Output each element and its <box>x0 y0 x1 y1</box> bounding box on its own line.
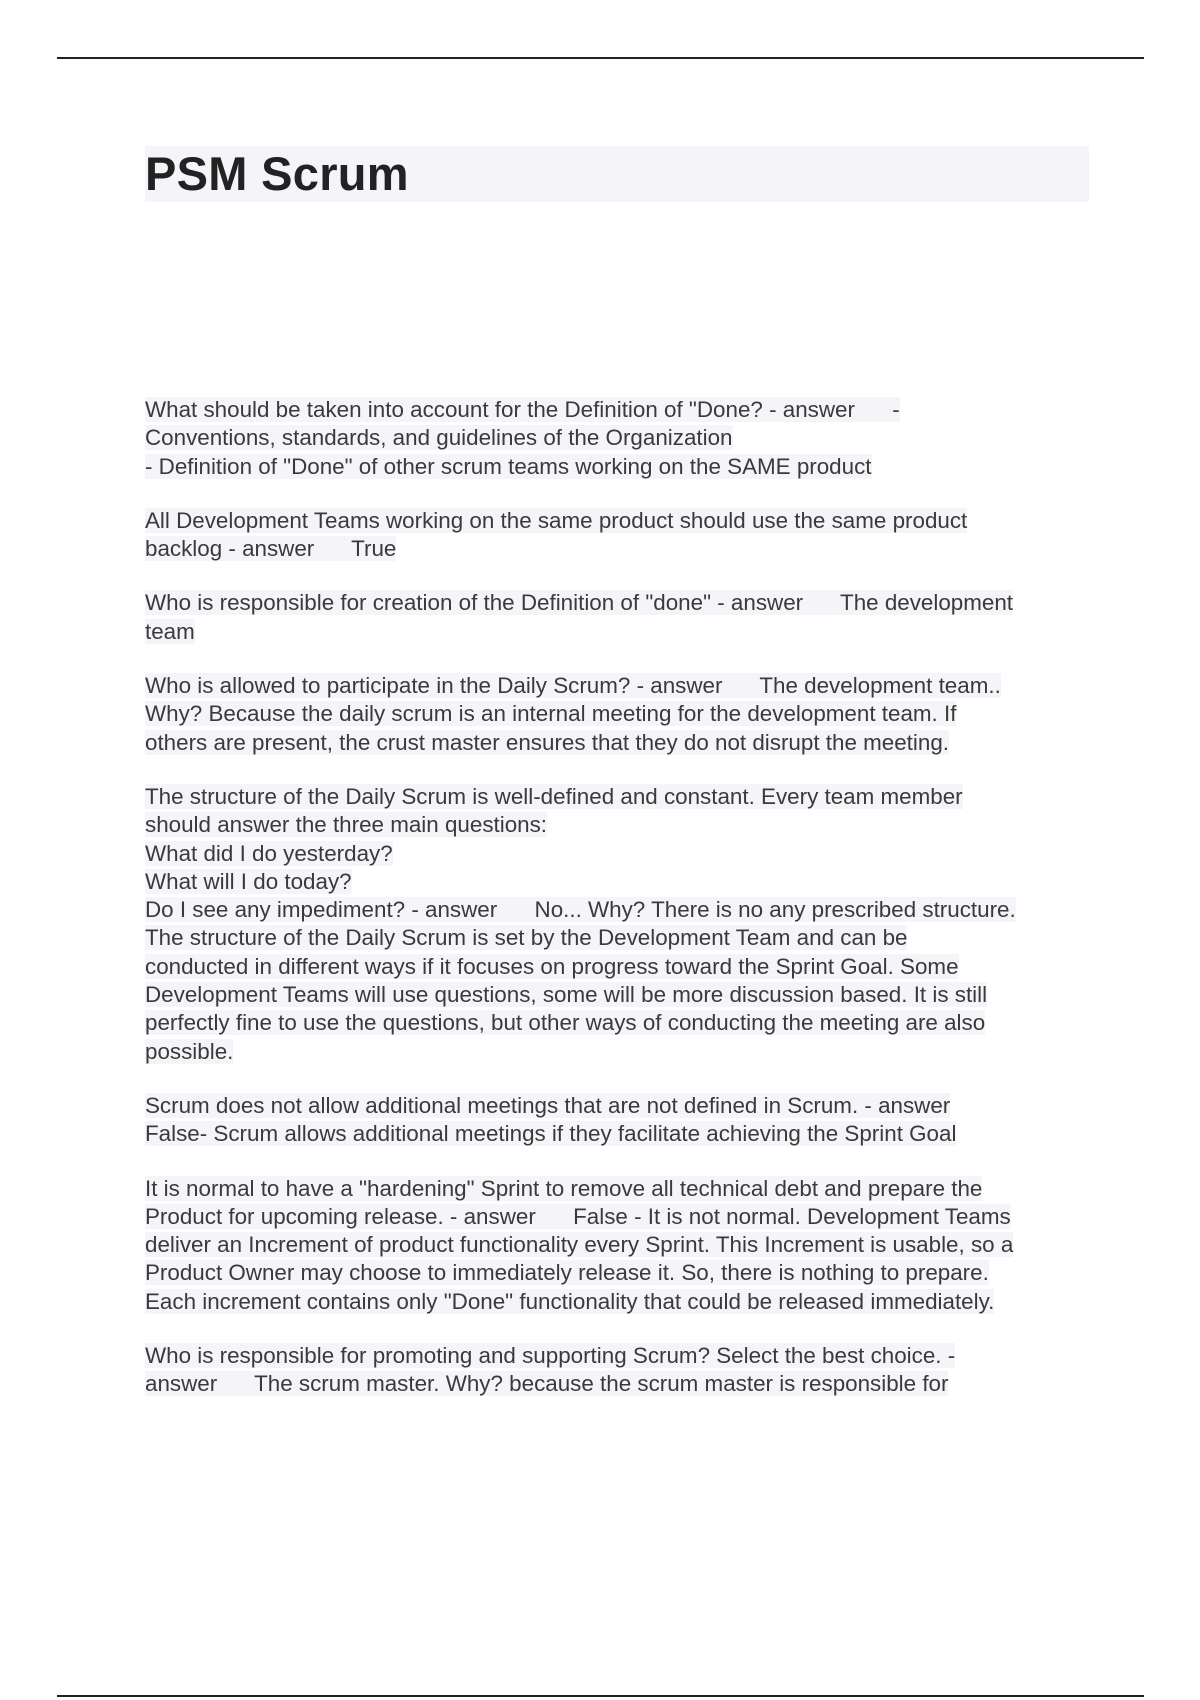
qa-line: should answer the three main questions: <box>145 812 548 838</box>
qa-list <box>145 396 1095 1425</box>
qa-entry <box>145 783 1095 1066</box>
qa-line: Development Teams will use questions, some will be more discussion based. It is still <box>145 982 988 1008</box>
qa-line: Product for upcoming release. - answer False - It is not normal. Development Teams <box>145 1203 1011 1229</box>
qa-line: others are present, the crust master ensures that they do not disrupt the meeting. <box>145 729 950 755</box>
qa-line: Who is responsible for promoting and supporting Scrum? Select the best choice. - <box>145 1343 956 1369</box>
qa-line: It is normal to have a "hardening" Sprint to remove all technical debt and prepare the <box>145 1175 983 1201</box>
qa-entry <box>145 589 1095 646</box>
qa-line: team <box>145 618 195 644</box>
qa-line: Do I see any impediment? - answer No... Why? There is no any prescribed structure. <box>145 897 1016 923</box>
qa-line: deliver an Increment of product functionality every Sprint. This Increment is usable, so a <box>145 1232 1014 1258</box>
qa-entry <box>145 1175 1095 1316</box>
qa-line: - Definition of "Done" of other scrum teams working on the SAME product <box>145 453 872 479</box>
qa-line: What should be taken into account for the Definition of "Done? - answer - <box>145 397 900 422</box>
qa-line: Scrum does not allow additional meetings that are not defined in Scrum. - answer <box>145 1092 951 1118</box>
qa-entry <box>145 507 1095 564</box>
qa-line: All Development Teams working on the same product should use the same product <box>145 507 968 533</box>
qa-line: The structure of the Daily Scrum is set by the Development Team and can be <box>145 925 908 951</box>
qa-line: possible. <box>145 1038 234 1064</box>
qa-line: Each increment contains only "Done" functionality that could be released immediately. <box>145 1288 995 1314</box>
qa-line: Why? Because the daily scrum is an internal meeting for the development team. If <box>145 701 957 727</box>
qa-line: backlog - answer True <box>145 536 397 562</box>
qa-entry <box>145 396 1095 481</box>
page-title: PSM Scrum <box>145 147 409 200</box>
bottom-divider <box>57 1695 1144 1697</box>
top-divider <box>57 57 1144 59</box>
qa-line: What did I do yesterday? <box>145 840 393 866</box>
qa-line: conducted in different ways if it focuses on progress toward the Sprint Goal. Some <box>145 953 959 979</box>
qa-line: False- Scrum allows additional meetings if they facilitate achieving the Sprint Goal <box>145 1121 957 1147</box>
qa-line: What will I do today? <box>145 868 352 894</box>
qa-line: The structure of the Daily Scrum is well-defined and constant. Every team member <box>145 783 963 809</box>
qa-entry <box>145 1092 1095 1149</box>
qa-line: Who is responsible for creation of the Definition of "done" - answer The development <box>145 590 1014 616</box>
qa-entry <box>145 1342 1095 1399</box>
qa-line: Who is allowed to participate in the Daily Scrum? - answer The development team.. <box>145 673 1001 699</box>
qa-entry <box>145 672 1095 757</box>
qa-line: Product Owner may choose to immediately release it. So, there is nothing to prepare. <box>145 1260 989 1286</box>
qa-line: Conventions, standards, and guidelines of the Organization <box>145 425 733 451</box>
qa-line: answer The scrum master. Why? because the scrum master is responsible for <box>145 1371 949 1397</box>
qa-line: perfectly fine to use the questions, but other ways of conducting the meeting are also <box>145 1010 986 1036</box>
